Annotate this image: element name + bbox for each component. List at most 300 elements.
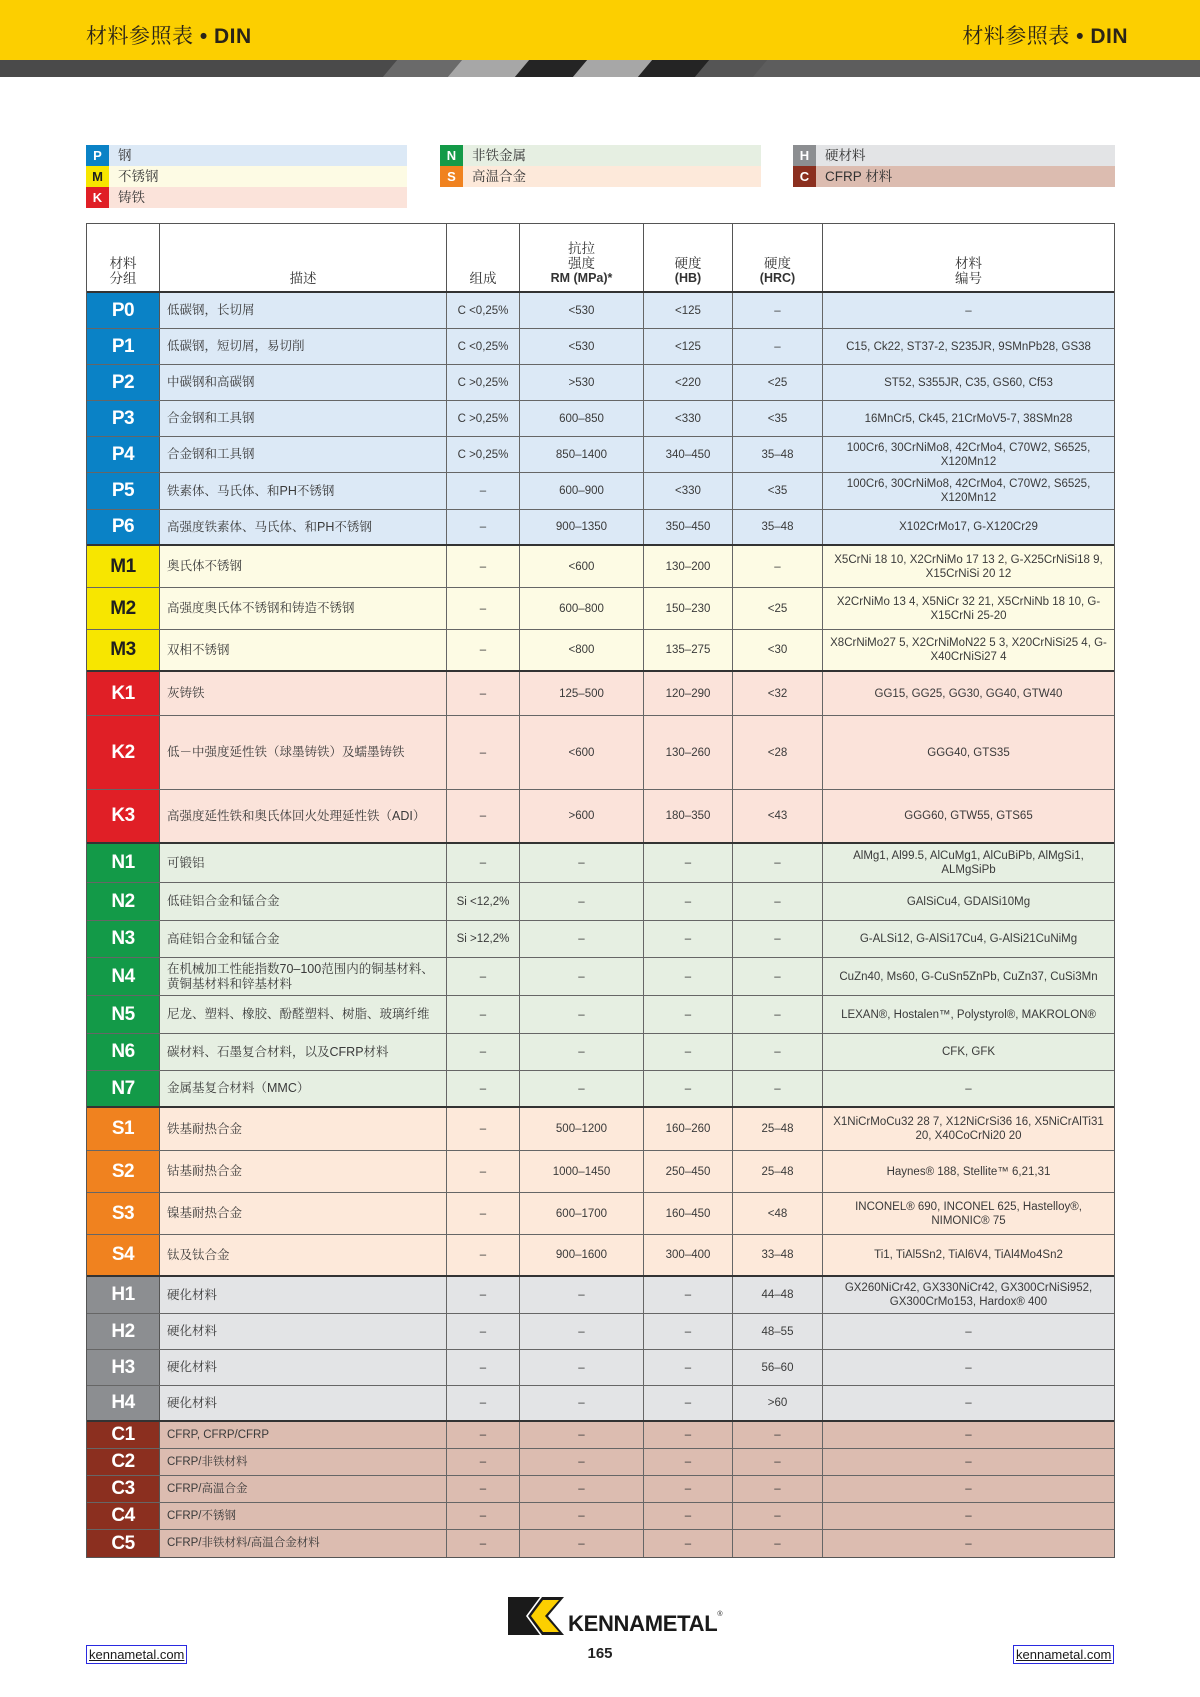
tensile-strength-cell: 500–1200 (520, 1108, 644, 1150)
material-group-code-cell: N4 (87, 958, 160, 995)
material-group-code-cell: N7 (87, 1071, 160, 1106)
brand-name: KENNAMETAL® (568, 1611, 723, 1636)
tensile-strength-cell: <530 (520, 329, 644, 364)
description-cell: 低碳钢，长切屑 (160, 293, 447, 328)
composition-cell: C >0,25% (447, 365, 520, 400)
composition-cell: – (447, 588, 520, 629)
tensile-strength-cell: 850–1400 (520, 437, 644, 472)
tensile-strength-cell: 1000–1450 (520, 1151, 644, 1192)
legend-badge-h: H (793, 145, 816, 166)
material-group-code-cell: S3 (87, 1193, 160, 1234)
tensile-strength-cell: >530 (520, 365, 644, 400)
composition-cell: – (447, 1530, 520, 1557)
material-number-cell: G-ALSi12, G-AlSi17Cu4, G-AlSi21CuNiMg (859, 933, 1078, 945)
material-group-code-cell: N2 (87, 883, 160, 920)
hardness-hb-cell: 340–450 (644, 437, 733, 472)
hardness-hrc-cell: – (733, 546, 823, 587)
description-cell: 奥氏体不锈钢 (160, 546, 447, 587)
hardness-hb-cell: 130–200 (644, 546, 733, 587)
tensile-strength-cell: – (520, 921, 644, 957)
description-cell: 尼龙、塑料、橡胶、酚醛塑料、树脂、玻璃纤维 (160, 996, 447, 1033)
hardness-hrc-cell: – (733, 1503, 823, 1529)
composition-cell: – (447, 1071, 520, 1106)
hardness-hrc-cell: – (733, 293, 823, 328)
hardness-hrc-cell: <43 (733, 790, 823, 842)
table-row-p1 (87, 329, 1114, 365)
table-row-p4 (87, 437, 1114, 473)
material-number-cell: – (965, 1429, 972, 1441)
composition-cell: – (447, 1151, 520, 1192)
composition-cell: C >0,25% (447, 401, 520, 436)
material-group-code-cell: N1 (87, 844, 160, 882)
hardness-hrc-cell: >60 (733, 1386, 823, 1420)
description-cell: 硬化材料 (160, 1350, 447, 1385)
description-cell: CFRP/不锈钢 (160, 1503, 447, 1529)
material-number-cell: CuZn40, Ms60, G-CuSn5ZnPb, CuZn37, CuSi3Mn (839, 970, 1098, 983)
material-group-code-cell: C5 (87, 1530, 160, 1557)
kennametal-k-icon (508, 1597, 566, 1635)
material-number-cell: X1NiCrMoCu32 28 7, X12NiCrSi36 16, X5NiCrAlTi31 20, X40CoCrNi20 20 (833, 1116, 1104, 1142)
hardness-hrc-cell: <28 (733, 716, 823, 789)
tensile-strength-cell: <600 (520, 716, 644, 789)
legend-item-p (86, 145, 407, 166)
hardness-hrc-cell: 35–48 (733, 510, 823, 544)
legend-column-1 (86, 145, 407, 208)
hardness-hrc-cell: – (733, 1034, 823, 1070)
composition-cell: – (447, 1350, 520, 1385)
hardness-hb-cell: 150–230 (644, 588, 733, 629)
tensile-strength-cell: 900–1350 (520, 510, 644, 544)
description-cell: 钛及钛合金 (160, 1235, 447, 1275)
header-composition: 组成 (447, 224, 520, 291)
material-number-cell: – (965, 1537, 972, 1550)
footer-link-left[interactable]: kennametal.com (86, 1645, 187, 1664)
hardness-hb-cell: – (644, 1476, 733, 1502)
tensile-strength-cell: 600–800 (520, 588, 644, 629)
hardness-hb-cell: 180–350 (644, 790, 733, 842)
footer-link-right[interactable]: kennametal.com (1013, 1645, 1114, 1664)
legend-item-k (86, 187, 407, 208)
hardness-hrc-cell: <25 (733, 365, 823, 400)
material-group-code-cell: M3 (87, 630, 160, 670)
composition-cell: Si <12,2% (447, 883, 520, 920)
table-row-n4 (87, 958, 1114, 996)
description-cell: 铁基耐热合金 (160, 1108, 447, 1150)
material-number-cell: CFK, GFK (941, 1046, 996, 1058)
description-cell: 镍基耐热合金 (160, 1193, 447, 1234)
composition-cell: – (447, 1235, 520, 1275)
tensile-strength-cell: 900–1600 (520, 1235, 644, 1275)
header-group: 材料 分组 (87, 224, 160, 291)
hardness-hb-cell: 130–260 (644, 716, 733, 789)
hardness-hrc-cell: – (733, 329, 823, 364)
tensile-strength-cell: >600 (520, 790, 644, 842)
tensile-strength-cell: – (520, 883, 644, 920)
tensile-strength-cell: – (520, 1530, 644, 1557)
hardness-hb-cell: – (644, 958, 733, 995)
tensile-strength-cell: – (520, 1449, 644, 1475)
table-row-n2 (87, 883, 1114, 921)
composition-cell: – (447, 958, 520, 995)
composition-cell: – (447, 1314, 520, 1349)
hardness-hrc-cell: – (733, 1476, 823, 1502)
legend-badge-n: N (440, 145, 463, 166)
material-group-code-cell: H3 (87, 1350, 160, 1385)
description-cell: CFRP/高温合金 (160, 1476, 447, 1502)
legend-label-n: 非铁金属 (472, 148, 526, 163)
description-cell: CFRP/非铁材料 (160, 1449, 447, 1475)
description-cell: 硬化材料 (160, 1386, 447, 1420)
tensile-strength-cell: – (520, 1314, 644, 1349)
table-row-c3 (87, 1476, 1114, 1503)
material-group-code-cell: P4 (87, 437, 160, 472)
table-row-s1 (87, 1108, 1114, 1151)
legend-label-k: 铸铁 (118, 190, 145, 205)
description-cell: 合金钢和工具钢 (160, 437, 447, 472)
description-cell: 高强度铁素体、马氏体、和PH不锈钢 (160, 510, 447, 544)
legend-column-2 (440, 145, 761, 187)
tensile-strength-cell: – (520, 1277, 644, 1313)
material-group-code-cell: C2 (87, 1449, 160, 1475)
material-number-cell: AlMg1, Al99.5, AlCuMg1, AlCuBiPb, AlMgSi1, ALMgSiPb (853, 850, 1084, 876)
material-number-cell: C15, Ck22, ST37-2, S235JR, 9SMnPb28, GS38 (846, 340, 1091, 353)
table-row-c4 (87, 1503, 1114, 1530)
material-group-code-cell: K2 (87, 716, 160, 789)
table-row-s4 (87, 1235, 1114, 1277)
description-cell: 低－中强度延性铁（球墨铸铁）及蠕墨铸铁 (160, 716, 447, 789)
material-number-cell: – (965, 1082, 972, 1095)
table-row-c2 (87, 1449, 1114, 1476)
composition-cell: – (447, 473, 520, 509)
material-group-code-cell: P6 (87, 510, 160, 544)
composition-cell: C <0,25% (447, 329, 520, 364)
material-group-code-cell: C1 (87, 1422, 160, 1448)
material-number-cell: 100Cr6, 30CrNiMo8, 42CrMo4, C70W2, S6525, X120Mn12 (846, 441, 1091, 468)
table-row-m3 (87, 630, 1114, 672)
hardness-hrc-cell: – (733, 1449, 823, 1475)
table-row-p3 (87, 401, 1114, 437)
table-row-h1 (87, 1277, 1114, 1314)
material-group-code-cell: P3 (87, 401, 160, 436)
table-row-n6 (87, 1034, 1114, 1071)
description-cell: 高强度奥氏体不锈钢和铸造不锈钢 (160, 588, 447, 629)
material-number-cell: – (965, 1361, 972, 1374)
table-row-k3 (87, 790, 1114, 844)
composition-cell: – (447, 672, 520, 715)
tensile-strength-cell: – (520, 958, 644, 995)
hardness-hb-cell: – (644, 921, 733, 957)
composition-cell: – (447, 996, 520, 1033)
legend-label-c: CFRP 材料 (825, 169, 893, 184)
header-hardness-hrc: 硬度 (HRC) (733, 224, 823, 291)
material-group-code-cell: S2 (87, 1151, 160, 1192)
material-number-cell: – (965, 304, 972, 317)
description-cell: 双相不锈钢 (160, 630, 447, 670)
hardness-hrc-cell: 44–48 (733, 1277, 823, 1313)
description-cell: 碳材料、石墨复合材料，以及CFRP材料 (160, 1034, 447, 1070)
hardness-hb-cell: <125 (644, 329, 733, 364)
hardness-hb-cell: <330 (644, 473, 733, 509)
hardness-hb-cell: 350–450 (644, 510, 733, 544)
hardness-hrc-cell: – (733, 844, 823, 882)
description-cell: 高强度延性铁和奥氏体回火处理延性铁（ADI） (160, 790, 447, 842)
composition-cell: – (447, 1108, 520, 1150)
hardness-hb-cell: 160–450 (644, 1193, 733, 1234)
hardness-hrc-cell: – (733, 1530, 823, 1557)
material-group-code-cell: C3 (87, 1476, 160, 1502)
tensile-strength-cell: – (520, 1503, 644, 1529)
material-group-code-cell: S1 (87, 1108, 160, 1150)
material-group-code-cell: P5 (87, 473, 160, 509)
tensile-strength-cell: – (520, 1034, 644, 1070)
material-number-cell: LEXAN®, Hostalen™, Polystyrol®, MAKROLON® (841, 1008, 1096, 1021)
material-number-cell: X102CrMo17, G-X120Cr29 (899, 521, 1038, 533)
legend-item-n (440, 145, 761, 166)
legend-item-c (793, 166, 1115, 187)
material-number-cell: X8CrNiMo27 5, X2CrNiMoN22 5 3, X20CrNiSi25 4, G-X40CrNiSi27 4 (830, 637, 1107, 663)
composition-cell: – (447, 630, 520, 670)
hardness-hb-cell: – (644, 1503, 733, 1529)
header-material-number: 材料 编号 (955, 256, 982, 286)
composition-cell: – (447, 1386, 520, 1420)
composition-cell: – (447, 1277, 520, 1313)
material-number-cell: INCONEL® 690, INCONEL 625, Hastelloy®, NIMONIC® 75 (855, 1200, 1082, 1227)
hardness-hrc-cell: – (733, 996, 823, 1033)
hardness-hrc-cell: 56–60 (733, 1350, 823, 1385)
header-description: 描述 (160, 224, 447, 291)
material-group-code-cell: P1 (87, 329, 160, 364)
hardness-hrc-cell: 35–48 (733, 437, 823, 472)
hardness-hrc-cell: – (733, 958, 823, 995)
description-cell: 合金钢和工具钢 (160, 401, 447, 436)
hardness-hb-cell: 160–260 (644, 1108, 733, 1150)
tensile-strength-cell: – (520, 1386, 644, 1420)
tensile-strength-cell: 600–850 (520, 401, 644, 436)
hardness-hb-cell: – (644, 844, 733, 882)
description-cell: 中碳钢和高碳钢 (160, 365, 447, 400)
hardness-hrc-cell: 33–48 (733, 1235, 823, 1275)
material-number-cell: X5CrNi 18 10, X2CrNiMo 17 13 2, G-X25CrNiSi18 9, X15CrNiSi 20 12 (834, 553, 1103, 580)
material-reference-table (86, 223, 1115, 1558)
description-cell: 低碳钢，短切屑，易切削 (160, 329, 447, 364)
composition-cell: Si >12,2% (447, 921, 520, 957)
hardness-hrc-cell: <32 (733, 672, 823, 715)
hardness-hb-cell: – (644, 1071, 733, 1106)
table-row-h2 (87, 1314, 1114, 1350)
composition-cell: C >0,25% (447, 437, 520, 472)
tensile-strength-cell: – (520, 1476, 644, 1502)
description-cell: 在机械加工性能指数70–100范围内的铜基材料、黄铜基材料和锌基材料 (160, 958, 447, 995)
legend-label-s: 高温合金 (472, 169, 526, 184)
composition-cell: – (447, 1449, 520, 1475)
table-row-p6 (87, 510, 1114, 546)
page-title-left: 材料参照表 • DIN (86, 25, 252, 48)
description-cell: 金属基复合材料（MMC） (160, 1071, 447, 1106)
composition-cell: – (447, 510, 520, 544)
tensile-strength-cell: 600–900 (520, 473, 644, 509)
header-tensile-strength: 抗拉 强度 RM (MPa)* (520, 224, 644, 291)
material-group-code-cell: S4 (87, 1235, 160, 1275)
material-group-code-cell: H1 (87, 1277, 160, 1313)
tensile-strength-cell: 600–1700 (520, 1193, 644, 1234)
table-row-s2 (87, 1151, 1114, 1193)
table-row-k1 (87, 672, 1114, 716)
legend-item-h (793, 145, 1115, 166)
description-cell: 硬化材料 (160, 1314, 447, 1349)
tensile-strength-cell: <600 (520, 546, 644, 587)
table-row-c1 (87, 1422, 1114, 1449)
hardness-hrc-cell: 25–48 (733, 1151, 823, 1192)
tensile-strength-cell: <800 (520, 630, 644, 670)
material-number-cell: 100Cr6, 30CrNiMo8, 42CrMo4, C70W2, S6525, X120Mn12 (846, 478, 1091, 504)
material-number-cell: GG15, GG25, GG30, GG40, GTW40 (874, 687, 1063, 700)
material-number-cell: X2CrNiMo 13 4, X5NiCr 32 21, X5CrNiNb 18 10, G-X15CrNi 25-20 (836, 595, 1101, 622)
material-group-code-cell: N3 (87, 921, 160, 957)
legend-badge-m: M (86, 166, 109, 187)
legend-badge-s: S (440, 166, 463, 187)
material-number-cell: ST52, S355JR, C35, GS60, Cf53 (884, 376, 1053, 389)
description-cell: CFRP, CFRP/CFRP (160, 1422, 447, 1448)
table-row-m1 (87, 546, 1114, 588)
composition-cell: – (447, 1193, 520, 1234)
tensile-strength-cell: – (520, 1071, 644, 1106)
table-row-p2 (87, 365, 1114, 401)
composition-cell: – (447, 1034, 520, 1070)
hardness-hb-cell: – (644, 1314, 733, 1349)
hardness-hrc-cell: <30 (733, 630, 823, 670)
material-number-cell: GGG40, GTS35 (927, 746, 1010, 759)
material-group-code-cell: N5 (87, 996, 160, 1033)
hardness-hrc-cell: <35 (733, 473, 823, 509)
table-row-h3 (87, 1350, 1114, 1386)
header-band (0, 0, 1200, 60)
hardness-hrc-cell: – (733, 883, 823, 920)
hardness-hrc-cell: – (733, 1071, 823, 1106)
table-row-m2 (87, 588, 1114, 630)
tensile-strength-cell: – (520, 844, 644, 882)
material-number-cell: – (965, 1483, 972, 1495)
hardness-hb-cell: – (644, 1386, 733, 1420)
material-number-cell: Ti1, TiAl5Sn2, TiAl6V4, TiAl4Mo4Sn2 (874, 1249, 1063, 1261)
description-cell: 铁素体、马氏体、和PH不锈钢 (160, 473, 447, 509)
material-number-cell: GX260NiCr42, GX330NiCr42, GX300CrNiSi952, GX300CrMo153, Hardox® 400 (844, 1282, 1093, 1308)
material-group-code-cell: M2 (87, 588, 160, 629)
header-hardness-hb: 硬度 (HB) (644, 224, 733, 291)
table-row-n5 (87, 996, 1114, 1034)
page-number: 165 (587, 1645, 613, 1662)
hardness-hb-cell: – (644, 1277, 733, 1313)
table-row-n1 (87, 844, 1114, 883)
composition-cell: – (447, 1503, 520, 1529)
material-number-cell: – (965, 1325, 972, 1338)
tensile-strength-cell: – (520, 996, 644, 1033)
hardness-hb-cell: – (644, 1530, 733, 1557)
composition-cell: – (447, 546, 520, 587)
hardness-hb-cell: <330 (644, 401, 733, 436)
table-row-n7 (87, 1071, 1114, 1108)
material-group-code-cell: K3 (87, 790, 160, 842)
material-number-cell: Haynes® 188, Stellite™ 6,21,31 (886, 1165, 1051, 1178)
composition-cell: – (447, 1422, 520, 1448)
material-group-code-cell: P0 (87, 293, 160, 328)
hardness-hb-cell: – (644, 883, 733, 920)
tensile-strength-cell: 125–500 (520, 672, 644, 715)
hardness-hb-cell: 250–450 (644, 1151, 733, 1192)
description-cell: 低硅铝合金和锰合金 (160, 883, 447, 920)
legend-label-p: 钢 (118, 148, 132, 163)
hardness-hb-cell: – (644, 1350, 733, 1385)
legend-item-m (86, 166, 407, 187)
decorative-stripe (0, 60, 1200, 77)
tensile-strength-cell: <530 (520, 293, 644, 328)
legend-item-s (440, 166, 761, 187)
material-number-cell: – (965, 1510, 972, 1522)
table-row-p5 (87, 473, 1114, 510)
table-header (87, 224, 1114, 293)
hardness-hb-cell: <220 (644, 365, 733, 400)
description-cell: CFRP/非铁材料/高温合金材料 (160, 1530, 447, 1557)
table-row-h4 (87, 1386, 1114, 1422)
legend-column-3 (793, 145, 1115, 187)
material-group-code-cell: M1 (87, 546, 160, 587)
composition-cell: – (447, 1476, 520, 1502)
hardness-hb-cell: <125 (644, 293, 733, 328)
legend-badge-c: C (793, 166, 816, 187)
hardness-hrc-cell: <25 (733, 588, 823, 629)
kennametal-logo (508, 1597, 723, 1637)
tensile-strength-cell: – (520, 1350, 644, 1385)
hardness-hrc-cell: – (733, 921, 823, 957)
hardness-hrc-cell: <35 (733, 401, 823, 436)
material-group-code-cell: C4 (87, 1503, 160, 1529)
description-cell: 硬化材料 (160, 1277, 447, 1313)
material-group-code-cell: K1 (87, 672, 160, 715)
hardness-hrc-cell: – (733, 1422, 823, 1448)
table-body (87, 293, 1114, 1557)
material-group-code-cell: H4 (87, 1386, 160, 1420)
material-number-cell: – (965, 1456, 972, 1468)
description-cell: 钴基耐热合金 (160, 1151, 447, 1192)
hardness-hb-cell: – (644, 1422, 733, 1448)
table-row-s3 (87, 1193, 1114, 1235)
hardness-hb-cell: 120–290 (644, 672, 733, 715)
hardness-hrc-cell: <48 (733, 1193, 823, 1234)
legend-badge-p: P (86, 145, 109, 166)
hardness-hb-cell: 135–275 (644, 630, 733, 670)
page-title-right: 材料参照表 • DIN (962, 25, 1128, 48)
material-number-cell: – (965, 1397, 972, 1409)
legend-label-m: 不锈钢 (118, 169, 159, 184)
material-group-code-cell: N6 (87, 1034, 160, 1070)
description-cell: 可锻铝 (160, 844, 447, 882)
hardness-hrc-cell: 48–55 (733, 1314, 823, 1349)
composition-cell: – (447, 790, 520, 842)
hardness-hb-cell: – (644, 1449, 733, 1475)
hardness-hb-cell: – (644, 996, 733, 1033)
description-cell: 高硅铝合金和锰合金 (160, 921, 447, 957)
material-group-code-cell: P2 (87, 365, 160, 400)
hardness-hb-cell: 300–400 (644, 1235, 733, 1275)
description-cell: 灰铸铁 (160, 672, 447, 715)
legend-label-h: 硬材料 (825, 148, 866, 163)
hardness-hrc-cell: 25–48 (733, 1108, 823, 1150)
tensile-strength-cell: – (520, 1422, 644, 1448)
material-group-code-cell: H2 (87, 1314, 160, 1349)
composition-cell: – (447, 844, 520, 882)
legend-badge-k: K (86, 187, 109, 208)
material-number-cell: 16MnCr5, Ck45, 21CrMoV5-7, 38SMn28 (864, 412, 1073, 425)
hardness-hb-cell: – (644, 1034, 733, 1070)
